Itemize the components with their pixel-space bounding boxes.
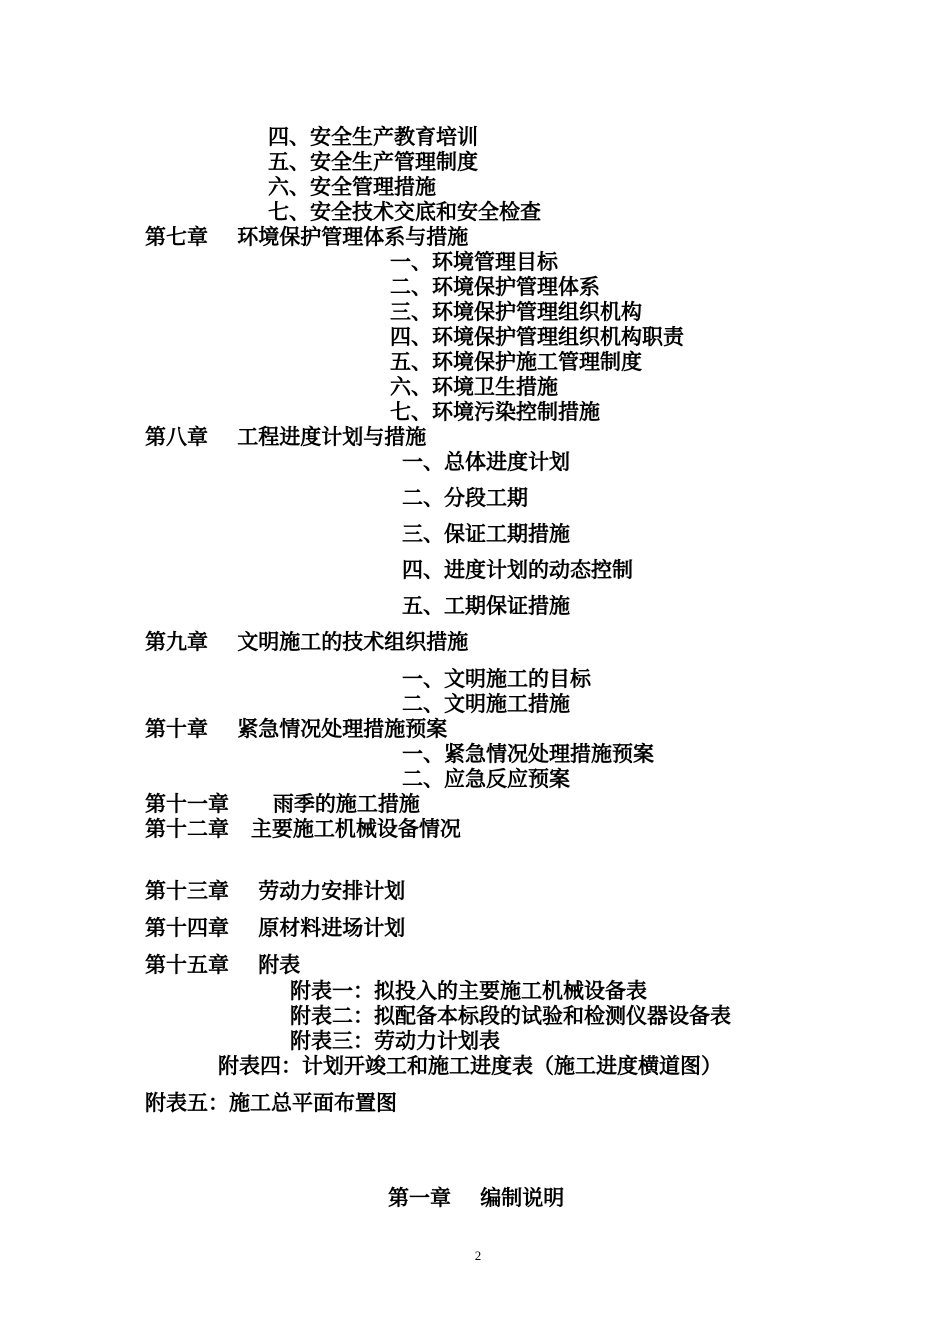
toc-chapter: 第十章 紧急情况处理措施预案 [145,716,448,741]
toc-entry: 附表五：施工总平面布置图 [145,1090,397,1115]
section-heading: 第一章 编制说明 [388,1185,565,1210]
toc-entry: 四、进度计划的动态控制 [402,557,633,582]
toc-entry: 七、安全技术交底和安全检查 [268,199,541,224]
toc-entry: 一、总体进度计划 [402,449,570,474]
toc-entry: 二、文明施工措施 [402,691,570,716]
toc-chapter: 第十二章 主要施工机械设备情况 [145,816,461,841]
toc-entry: 七、环境污染控制措施 [390,399,600,424]
page-number: 2 [474,1248,482,1263]
toc-entry: 一、紧急情况处理措施预案 [402,741,654,766]
toc-entry: 一、环境管理目标 [390,249,558,274]
toc-entry: 二、分段工期 [402,485,528,510]
toc-entry: 三、环境保护管理组织机构 [390,299,642,324]
toc-chapter: 第九章 文明施工的技术组织措施 [145,629,469,654]
toc-entry: 一、文明施工的目标 [402,666,591,691]
toc-entry: 六、安全管理措施 [268,174,436,199]
toc-chapter: 第十五章 附表 [145,952,301,977]
toc-entry: 二、环境保护管理体系 [390,274,600,299]
toc-entry: 二、应急反应预案 [402,766,570,791]
toc-entry: 附表二：拟配备本标段的试验和检测仪器设备表 [290,1003,731,1028]
toc-entry: 三、保证工期措施 [402,521,570,546]
toc-entry: 五、工期保证措施 [402,593,570,618]
toc-entry: 五、安全生产管理制度 [268,149,478,174]
toc-entry: 附表一：拟投入的主要施工机械设备表 [290,978,647,1003]
toc-entry: 附表四：计划开竣工和施工进度表（施工进度横道图） [218,1053,722,1078]
toc-chapter: 第十一章 雨季的施工措施 [145,791,420,816]
toc-entry: 六、环境卫生措施 [390,374,558,399]
toc-entry: 五、环境保护施工管理制度 [390,349,642,374]
toc-chapter: 第八章 工程进度计划与措施 [145,424,427,449]
toc-chapter: 第十三章 劳动力安排计划 [145,878,406,903]
toc-chapter: 第七章 环境保护管理体系与措施 [145,224,469,249]
toc-entry: 四、安全生产教育培训 [268,124,478,149]
toc-entry: 附表三：劳动力计划表 [290,1028,500,1053]
toc-chapter: 第十四章 原材料进场计划 [145,915,406,940]
toc-entry: 四、环境保护管理组织机构职责 [390,324,684,349]
